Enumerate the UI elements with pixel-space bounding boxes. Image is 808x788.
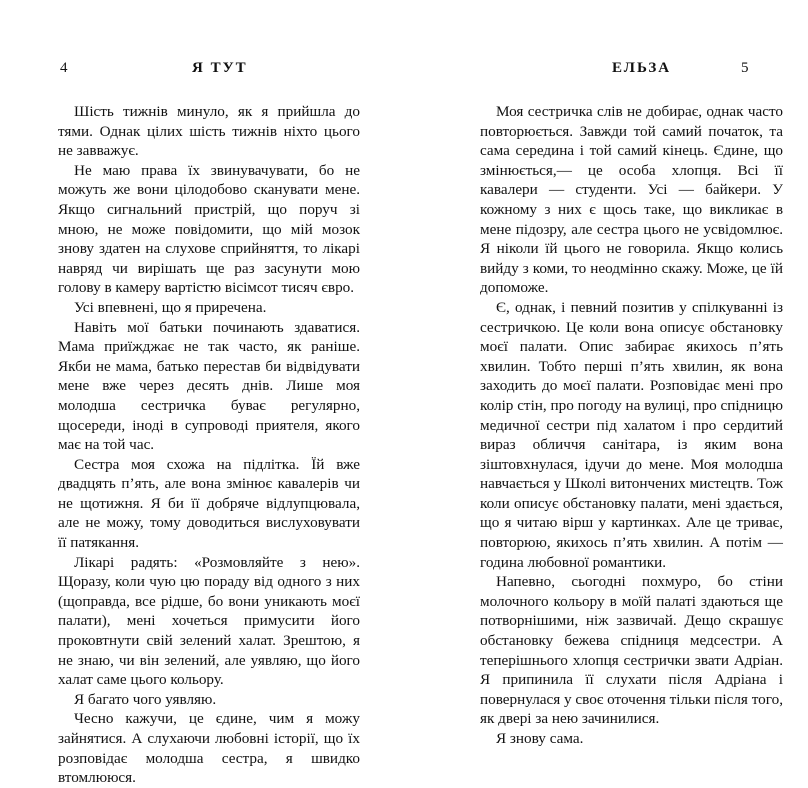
paragraph: Я багато чого уявляю. [74,690,217,708]
paragraph: Навіть мої батьки починають здаватися. Мама приїжджає не так часто, як раніше. Якби не мама, батько перестав би відвідувати мене вже через десять днів. Лише моя молодша сестричка буває регулярно, щосереди, іноді в супроводі приятеля, якого має на той час. [58,318,360,454]
right-page [404,0,808,747]
left-page [0,0,404,787]
paragraph: Шість тижнів минуло, як я прийшла до тями. Однак цілих шість тижнів ніхто цього не завважує. [58,103,360,160]
paragraph: Моя сестричка слів не добирає, однак часто повторюється. Завжди той самий початок, та сама середина і той самий кінець. Єдине, що змінюється,— це особа хлопця. Всі її кавалери — студенти. Усі — байкери. У кожному з них є щось таке, що викликає в мене підозру, але сестра цього не усвідомлює. Я ніколи їй цього не говорила. Якщо колись вийду з коми, то неодмінно скажу. Може, це їй допоможе. [480,103,783,297]
paragraph: Не маю права їх звинувачувати, бо не можуть же вони цілодобово сканувати мене. Якщо сигнальний пристрій, що поруч зі мною, не може повідомити, що мій мозок знову здатен на слухове сприйняття, то лікарі навряд чи вирішать ще раз засунути мою голову в камеру вартістю вісімсот тисяч євро. [58,161,360,297]
page-number: 4 [60,60,68,76]
paragraph: Чесно кажучи, це єдине, чим я можу зайнятися. А слухаючи любовні історії, що їх розповідає молодша сестра, я швидко втомлююся. [58,710,360,787]
paragraph: Лікарі радять: «Розмовляйте з нею». Щоразу, коли чую цю пораду від одного з них (щоправда, все рідше, бо вони уникають моєї палати), мені хочеться примусити його проковтнути свій зелений халат. Зрештою, я не знаю, чи він зелений, але уявляю, що його халат саме цього кольору. [58,553,360,689]
page-body [480,102,783,749]
page-number: 5 [741,60,749,76]
running-title: ЕЛЬЗА [612,60,672,76]
paragraph: Я знову сама. [496,730,584,747]
page-body [58,102,360,788]
paragraph: Напевно, сьогодні похмуро, бо стіни молочного кольору в моїй палаті здаються ще потворнішими, ніж зазвичай. Дещо скрашує обстановку бежева спідниця медсестри. А теперішнього хлопця сестрички звати Адріан. Я припинила її слухати після Адріана і повернулася у своє оточення тільки після того, як двері за нею зачинилися. [480,573,783,728]
running-title: Я ТУТ [192,60,248,76]
paragraph: Є, однак, і певний позитив у спілкуванні із сестричкою. Це коли вона описує обстановку моєї палати. Опис забирає якихось п’ять хвилин. Тобто перші п’ять хвилин, як вона заходить до моєї палати. Розповідає мені про колір стін, про погоду на вулиці, про спідницю медичної сестри під халатом і про сердитий вираз обличчя санітара, із яким вона зіштовхнулася, ідучи до мене. Моя молодша навчається у Школі витончених мистецтв. Тож коли описує обстановку палати, мені здається, що я читаю вірш у картинках. Але це триває, повторюю, якихось п’ять хвилин. А потім — година любовної романтики. [480,298,784,571]
paragraph: Усі впевнені, що я приречена. [74,298,267,316]
paragraph: Сестра моя схожа на підлітка. Їй вже двадцять п’ять, але вона змінює кавалерів чи не щотижня. Я би її добряче відлупцювала, але не можу, тому доводиться вислуховувати її патякання. [58,455,360,552]
